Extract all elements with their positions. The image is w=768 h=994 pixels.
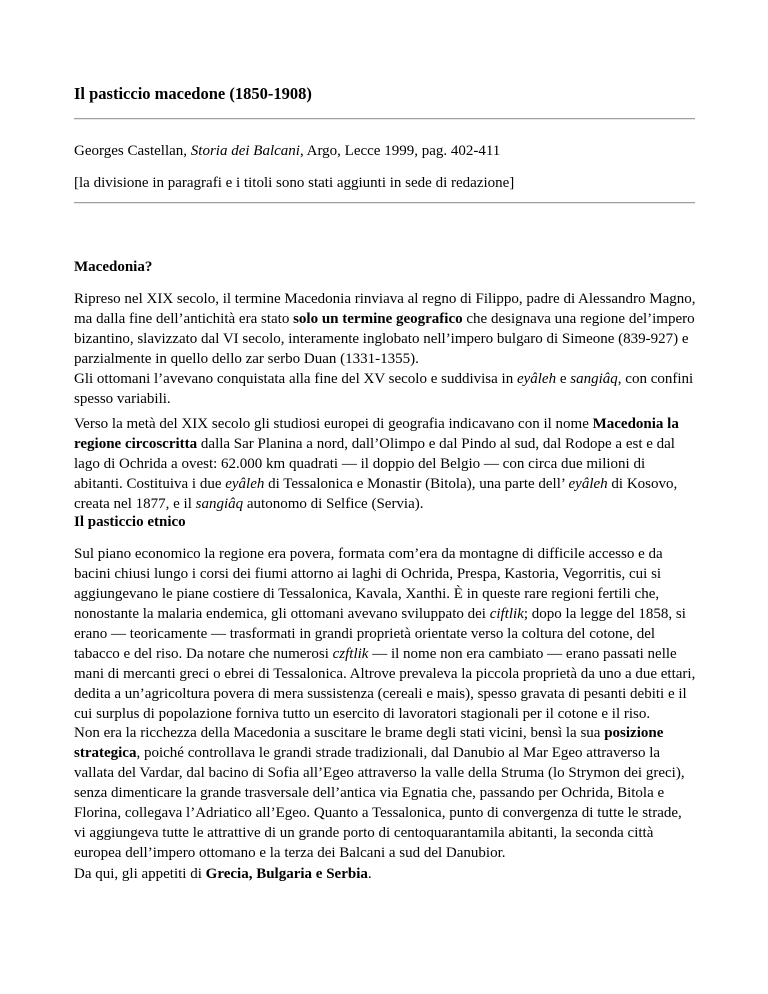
paragraph xyxy=(74,414,696,514)
text-run: Non era la ricchezza della Macedonia a suscitare le brame degli stati vicini, bensì la sua xyxy=(74,725,605,741)
italic-term: sangiâq xyxy=(195,496,244,512)
text-run: autonomo di Selfice (Servia). xyxy=(243,496,424,512)
text-run: Gli ottomani l’avevano conquistata alla fine del XV secolo e suddivisa in xyxy=(74,371,517,387)
page-title: Il pasticcio macedone (1850-1908) xyxy=(74,84,312,103)
text-run: che designava una regione del’impero bizantino, slavizzato dal VI secolo, interamente inglobato nell’impero bulgaro di Simeone (839-927) e parzialmente in quello dello zar serbo Duan (1331-1355). xyxy=(74,311,695,367)
text-run: Ripreso nel XIX secolo, il termine Macedonia rinviava al regno di Filippo, padre di Alessandro Magno, ma dalla fine dell’antichità era stato xyxy=(74,291,696,327)
divider-bottom xyxy=(74,202,695,204)
paragraph xyxy=(74,289,696,369)
italic-term: czftlik xyxy=(332,646,369,662)
section-heading-macedonia: Macedonia? xyxy=(74,259,153,275)
source-citation xyxy=(74,141,696,161)
section-heading-pasticcio-etnico: Il pasticcio etnico xyxy=(74,514,186,530)
text-run: , con confini spesso variabili. xyxy=(74,371,694,407)
italic-term: eyâleh xyxy=(225,476,265,492)
text-run: di Tessalonica e Monastir (Bitola), una parte dell’ xyxy=(264,476,569,492)
paragraph xyxy=(74,369,696,409)
bold-text: posizione strategica xyxy=(74,725,664,761)
paragraph xyxy=(74,723,696,863)
paragraph xyxy=(74,864,696,884)
text-run: Da qui, gli appetiti di xyxy=(74,866,206,882)
bold-text: Grecia, Bulgaria e Serbia xyxy=(205,866,368,882)
italic-term: eyâleh xyxy=(516,371,557,387)
text-run: Verso la metà del XIX secolo gli studiosi europei di geografia indicavano con il nome xyxy=(74,416,593,432)
text-run: Sul piano economico la regione era povera, formata com’era da montagne di difficile accesso e da bacini chiusi lungo i corsi dei fiumi attorno ai laghi di Ochrida, Prespa, Kastoria, Vegorritis, cui si aggiungevano le piane costiere di Tessalonica, Kavala, Xanthi. È in queste rare regioni fertili che, nonostante la malaria endemica, gli ottomani avevano sviluppato dei xyxy=(74,546,663,622)
italic-term: eyâleh xyxy=(568,476,608,492)
text-run: di Kosovo, creata nel 1877, e il xyxy=(74,476,678,512)
citation-details: , Argo, Lecce 1999, pag. 402-411 xyxy=(299,143,501,159)
text-run: — il nome non era cambiato — erano passati nelle mani di mercanti greci o ebrei di Tessalonica. Altrove prevaleva la piccola proprietà da uno a due ettari, dedita a un’agricoltura povera di mera sussistenza (cereali e mais), spesso gravata di pesanti debiti e il cui surplus di popolazione forniva tutto un esercito di lavoratori stagionali per il cotone e il riso. xyxy=(74,646,696,722)
text-run: . xyxy=(367,866,372,882)
text-run: ; dopo la legge del 1858, si erano — teoricamente — trasformati in grandi proprietà orientate verso la coltura del cotone, del tabacco e del riso. Da notare che numerosi xyxy=(74,606,686,662)
divider-top xyxy=(74,118,695,120)
citation-author: Georges Castellan, xyxy=(74,143,191,159)
text-run: dalla Sar Planina a nord, dall’Olimpo e dal Pindo al sud, dal Rodope a est e dal lago di Ochrida a ovest: 62.000 km quadrati — il doppio del Belgio — con circa due milioni di abitanti. Costituiva i due xyxy=(74,436,675,492)
italic-term: ciftlik xyxy=(489,606,524,622)
citation-work: Storia dei Balcani xyxy=(190,143,300,159)
text-run: e xyxy=(556,371,571,387)
text-run: , poiché controllava le grandi strade tradizionali, dal Danubio al Mar Egeo attraverso la vallata del Vardar, dal bacino di Sofia all’Egeo attraverso la valle della Struma (lo Strymon dei greci), senza dimenticare la grande trasversale dell’antica via Egnatia che, passando per Ochrida, Bitola e Florina, collegava l’Adriatico all’Egeo. Quanto a Tessalonica, punto di convergenza di tutte le strade, vi aggiungeva tutte le attrattive di un grande porto di centoquarantamila abitanti, la seconda città europea dell’impero ottomano e la terza dei Balcani a sud del Danubior. xyxy=(74,745,685,861)
paragraph xyxy=(74,544,696,724)
bold-text: Macedonia la regione circoscritta xyxy=(74,416,679,452)
italic-term: sangiâq xyxy=(570,371,618,387)
editorial-note: [la divisione in paragrafi e i titoli sono stati aggiunti in sede di redazione] xyxy=(74,175,515,191)
bold-text: solo un termine geografico xyxy=(293,311,463,327)
